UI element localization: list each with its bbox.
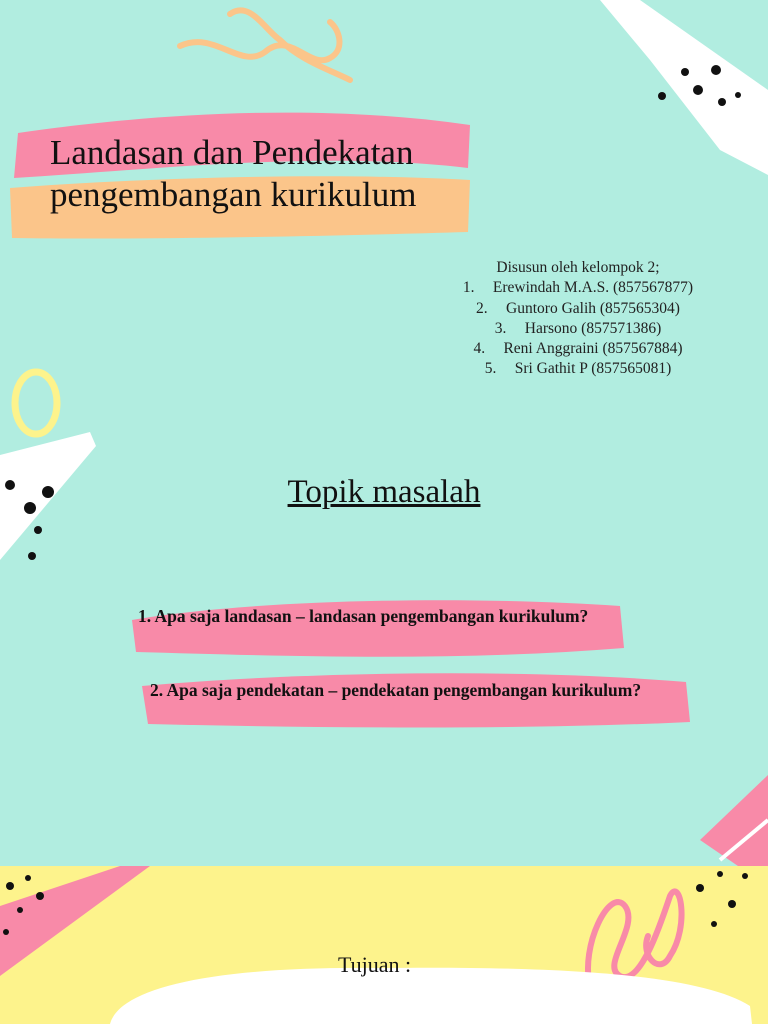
slide-2 <box>0 866 768 1024</box>
author-number: 5. <box>484 360 497 378</box>
author-list <box>428 258 728 380</box>
author-row <box>428 359 728 379</box>
squiggle-decoration <box>180 10 350 80</box>
ink-dot <box>696 884 704 892</box>
ink-dot <box>28 552 36 560</box>
decoration-layer-2 <box>0 866 768 1024</box>
title-line-1: Landasan dan Pendekatan <box>50 133 414 172</box>
slide-title <box>50 132 416 216</box>
loop-decoration <box>588 891 682 986</box>
section-title: Topik masalah <box>287 474 481 510</box>
author-number: 4. <box>473 340 486 358</box>
author-row <box>428 299 728 319</box>
author-name: Erewindah M.A.S. (857567877) <box>492 279 694 297</box>
brush-stroke-white-bottom <box>110 968 752 1024</box>
ink-dot <box>681 68 689 76</box>
author-name: Reni Anggraini (857567884) <box>503 340 683 358</box>
ink-dot <box>17 907 23 913</box>
ink-dot <box>742 873 748 879</box>
author-row <box>428 319 728 339</box>
author-number: 2. <box>476 299 488 317</box>
question-2: 2. Apa saja pendekatan – pendekatan pengembangan kurikulum? <box>150 680 642 700</box>
ink-dot <box>728 900 736 908</box>
question-1: 1. Apa saja landasan – landasan pengembangan kurikulum? <box>138 606 589 626</box>
ink-dot <box>711 921 717 927</box>
ink-dot <box>658 92 666 100</box>
ink-dot <box>717 871 723 877</box>
author-name: Guntoro Galih (857565304) <box>506 299 680 317</box>
ink-dot <box>34 526 42 534</box>
ink-dot <box>6 882 14 890</box>
brush-stroke-white-topright <box>600 0 768 175</box>
ink-dot <box>735 92 741 98</box>
author-name: Harsono (857571386) <box>524 319 662 337</box>
author-number: 1. <box>462 279 475 297</box>
author-number: 3. <box>494 319 507 337</box>
ink-dot <box>693 85 703 95</box>
ring-decoration <box>15 372 57 434</box>
author-row <box>428 278 728 298</box>
ink-dot <box>25 875 31 881</box>
ink-dot <box>3 929 9 935</box>
author-name: Sri Gathit P (857565081) <box>514 360 672 378</box>
brush-stroke-pink-bottomright <box>700 775 768 866</box>
author-row <box>428 339 728 359</box>
ink-dot <box>711 65 721 75</box>
tujuan-label: Tujuan : <box>338 952 412 977</box>
ink-dot <box>36 892 44 900</box>
ink-dot <box>718 98 726 106</box>
title-line-2: pengembangan kurikulum <box>50 175 417 214</box>
brush-stroke-pink-left <box>0 866 150 976</box>
author-intro: Disusun oleh kelompok 2; <box>496 259 660 276</box>
